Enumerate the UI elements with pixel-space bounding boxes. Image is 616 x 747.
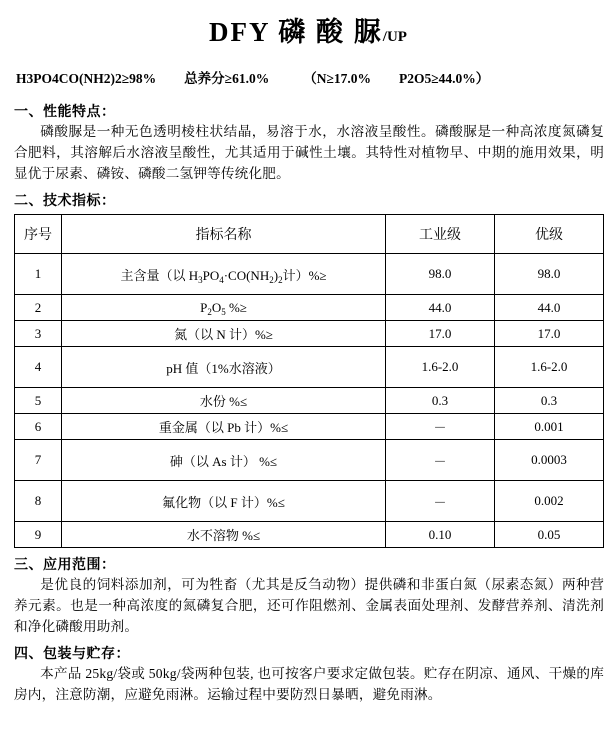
table-header-industrial: 工业级 [386,215,495,254]
spec-table [14,214,604,548]
row-name: 氮（以 N 计）%≥ [62,321,386,347]
page-title [12,0,604,49]
row-superior: 17.0 [495,321,604,347]
row-industrial: 1.6-2.0 [386,347,495,388]
row-no: 1 [15,254,62,295]
row-superior: 98.0 [495,254,604,295]
table-row [15,522,604,548]
table-row [15,321,604,347]
row-superior: 0.0003 [495,440,604,481]
formula-part-2: 总养分≥61.0% [184,71,270,86]
section-3-text: 是优良的饲料添加剂，可为牲畜（尤其是反刍动物）提供磷和非蛋白氮（尿素态氮）两种营养元素。也是一种高浓度的氮磷复合肥，还可作阻燃剂、金属表面处理剂、发酵营养剂、清洗剂和净化磷酸用助剂。 [14,577,604,634]
formula-part-4: P2O5≥44.0%） [399,71,490,86]
row-superior: 0.002 [495,481,604,522]
section-3-body [12,574,604,637]
table-row [15,414,604,440]
section-4 [12,643,604,705]
table-header-row [15,215,604,254]
row-no: 7 [15,440,62,481]
section-1-heading: 一、性能特点： [14,105,116,120]
formula-part-3: （N≥17.0% [303,71,371,86]
table-header-name: 指标名称 [62,215,386,254]
formula-part-1: H3PO4CO(NH2)2≥98% [16,71,157,86]
section-4-text: 本产品 25kg/袋或 50kg/袋两种包装, 也可按客户要求定做包装。贮存在阴凉、通风、干燥的库房内，注意防潮，应避免雨淋。运输过程中要防烈日暴晒，避免雨淋。 [14,666,604,702]
row-name: $P_2O_5$ %≥ [62,295,386,321]
row-no: 4 [15,347,62,388]
row-industrial: 0.3 [386,388,495,414]
section-3 [12,554,604,637]
row-name: 水不溶物 %≤ [62,522,386,548]
row-name: 氟化物（以 F 计）%≤ [62,481,386,522]
row-industrial: 44.0 [386,295,495,321]
row-superior: 0.3 [495,388,604,414]
row-name: 水份 %≤ [62,388,386,414]
section-1-body [12,121,604,184]
row-name: pH 值（1%水溶液） [62,347,386,388]
page-title-main: DFY 磷 酸 脲 [209,17,383,47]
row-name: 主含量（以 $H_3PO_4\cdot CO(NH_2)_2$计）%≥ [62,254,386,295]
row-no: 8 [15,481,62,522]
row-no: 3 [15,321,62,347]
row-industrial: － [386,440,495,481]
row-no: 5 [15,388,62,414]
row-industrial: 17.0 [386,321,495,347]
section-3-heading: 三、应用范围： [14,558,116,573]
table-row [15,440,604,481]
section-2-heading: 二、技术指标： [14,194,116,209]
table-row [15,254,604,295]
table-header-superior: 优级 [495,215,604,254]
section-4-heading: 四、包装与贮存： [14,647,130,662]
table-row [15,388,604,414]
row-industrial: － [386,481,495,522]
row-superior: 0.05 [495,522,604,548]
row-name: 砷（以 As 计） %≤ [62,440,386,481]
row-no: 6 [15,414,62,440]
row-superior: 44.0 [495,295,604,321]
row-superior: 1.6-2.0 [495,347,604,388]
section-1-text: 磷酸脲是一种无色透明棱柱状结晶，易溶于水，水溶液呈酸性。磷酸脲是一种高浓度氮磷复合肥料，其溶解后水溶液呈酸性，尤其适用于碱性土壤。其特性对植物早、中期的施用效果，明显优于尿素、磷铵、磷酸二氢钾等传统化肥。 [14,124,604,181]
table-row [15,295,604,321]
table-row [15,481,604,522]
table-row [15,347,604,388]
page-title-sub: /UP [382,29,407,45]
formula-line [12,67,604,87]
row-industrial: 0.10 [386,522,495,548]
row-name: 重金属（以 Pb 计）%≤ [62,414,386,440]
table-header-no: 序号 [15,215,62,254]
row-superior: 0.001 [495,414,604,440]
row-no: 2 [15,295,62,321]
row-no: 9 [15,522,62,548]
section-4-body [12,663,604,705]
row-industrial: － [386,414,495,440]
row-industrial: 98.0 [386,254,495,295]
